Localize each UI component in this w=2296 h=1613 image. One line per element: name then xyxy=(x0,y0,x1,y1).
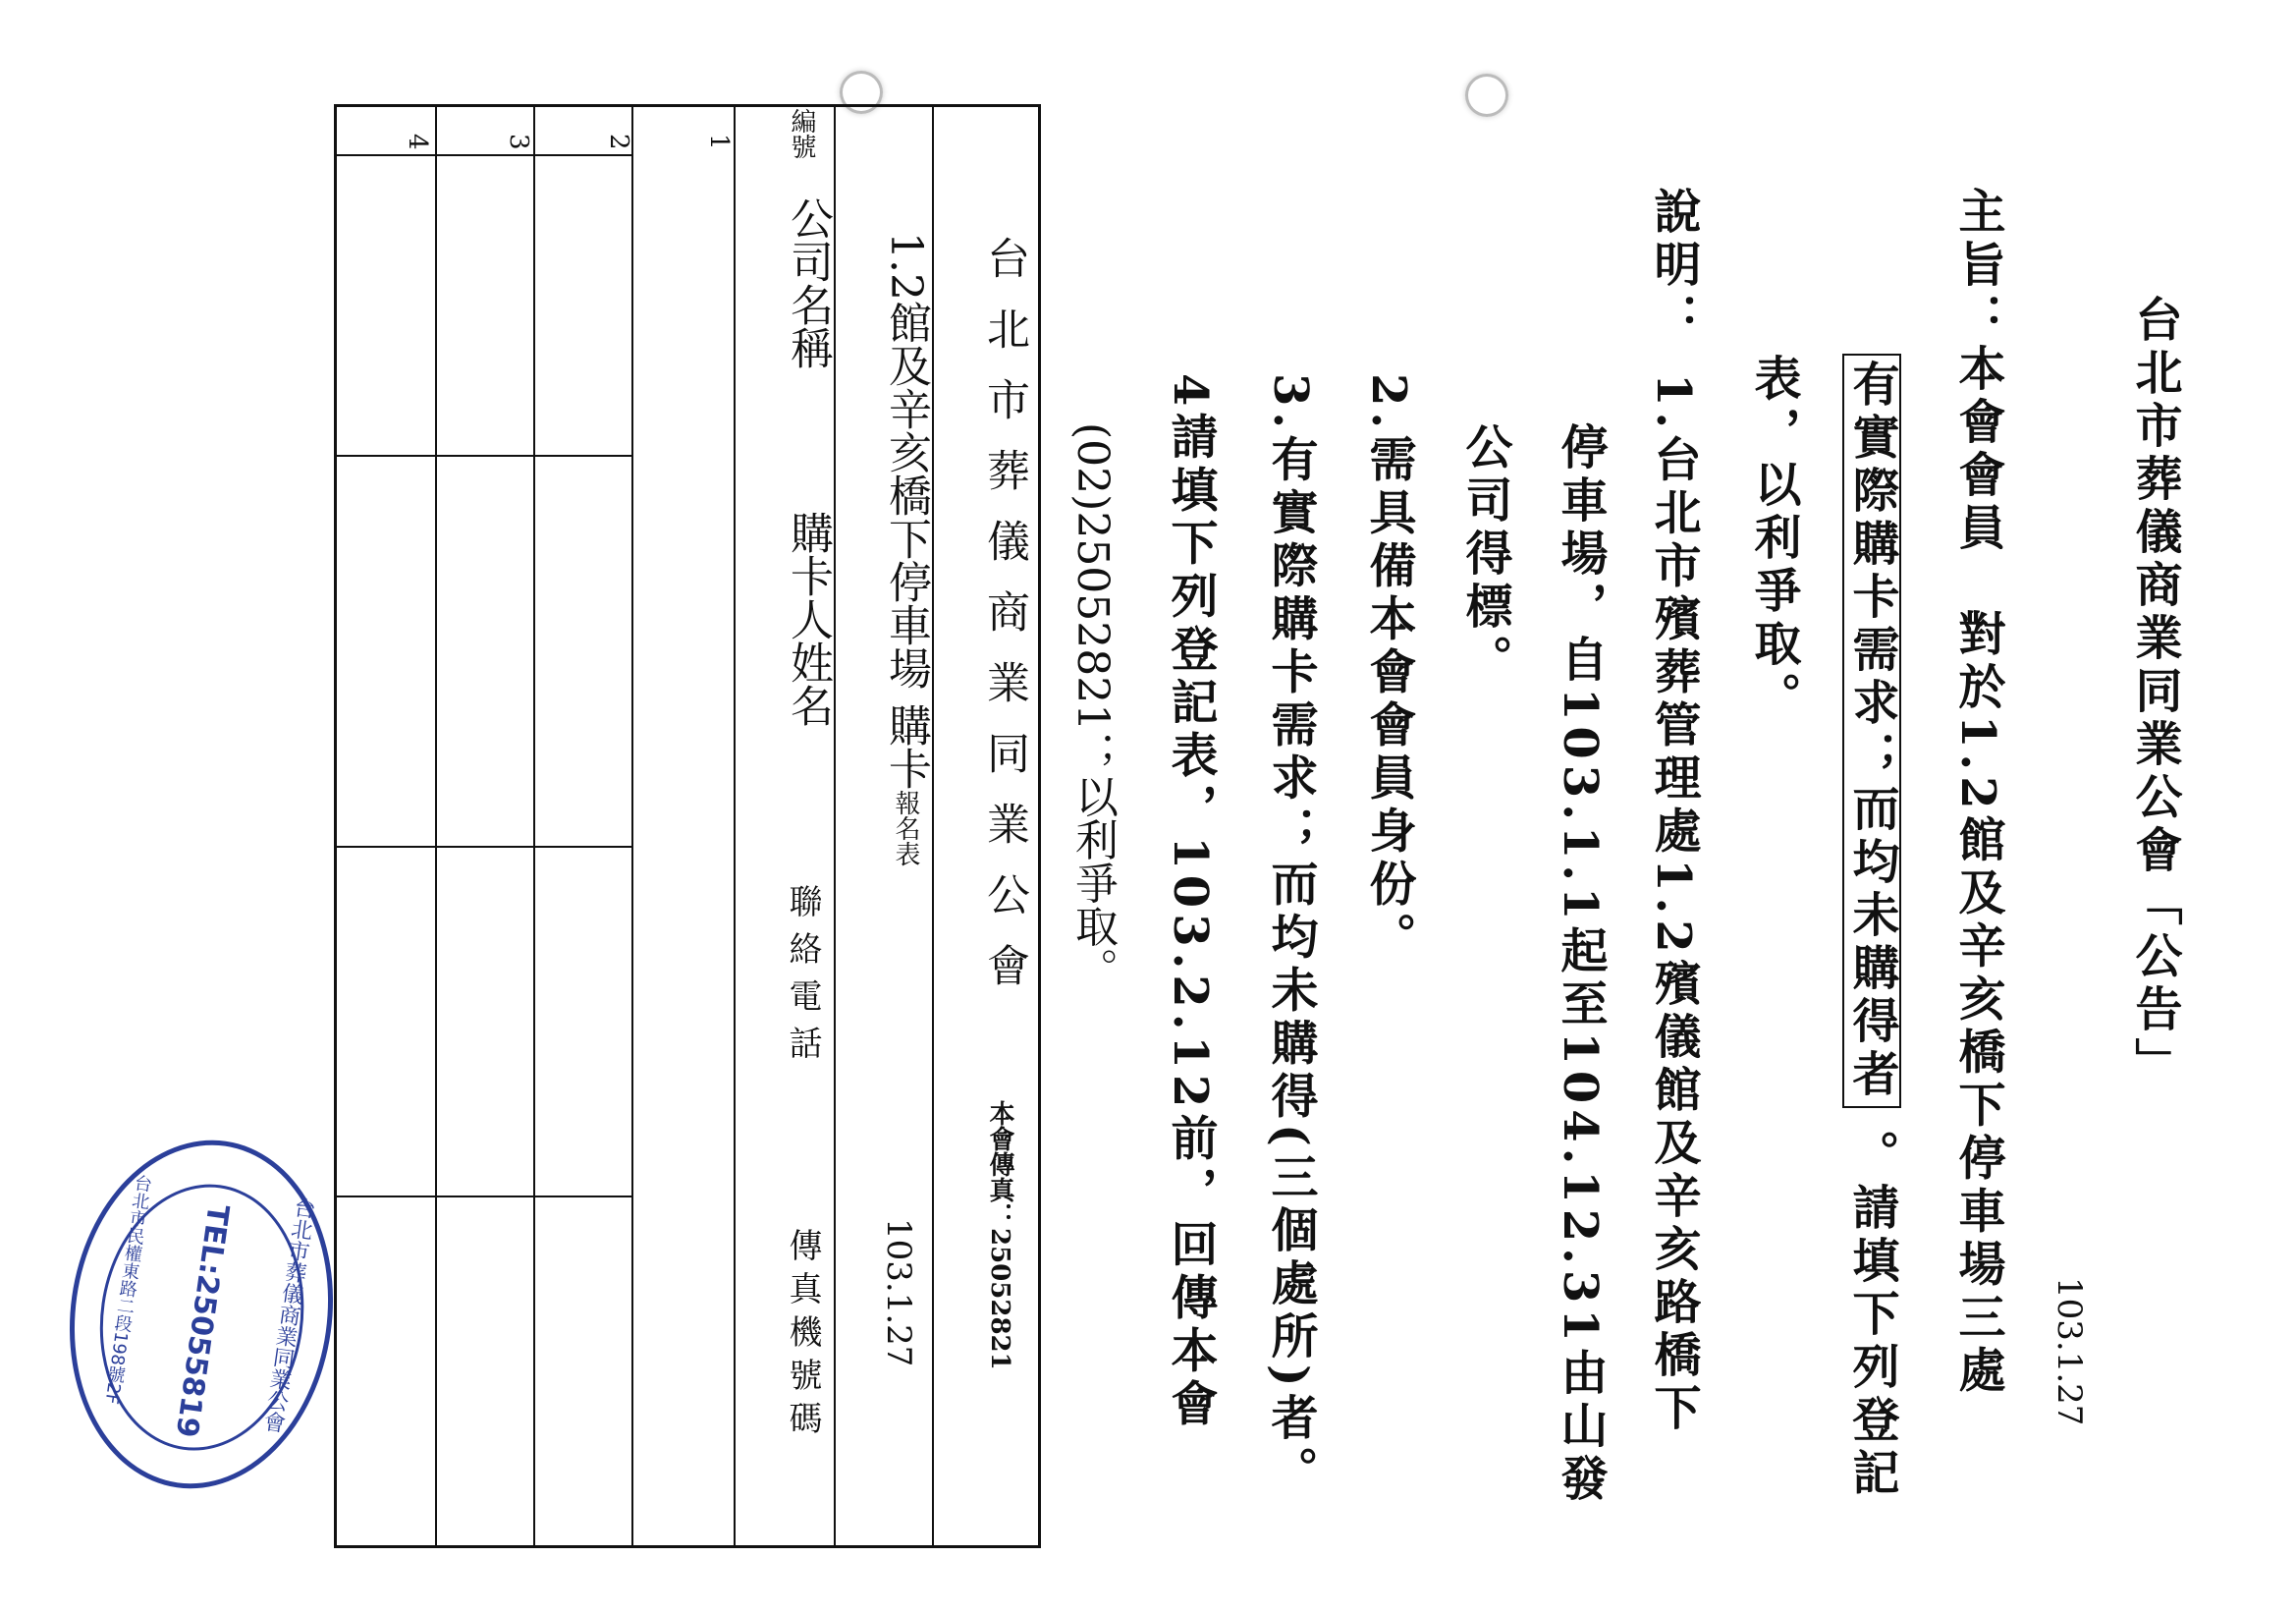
association-stamp xyxy=(48,1123,355,1506)
row-number-1: 1 xyxy=(704,134,734,150)
punch-hole-right xyxy=(1465,74,1508,117)
desc-item3: 3.有實際購卡需求；而均未購得(三個處所)者。 xyxy=(1263,373,1318,1499)
desc-item4-line1: 4請填下列登記表，103.2.12前，回傳本會 xyxy=(1163,373,1218,1432)
form-hsplit-1 xyxy=(337,154,633,156)
stamp-tel: TEL:25055819 xyxy=(168,1201,236,1440)
form-divider-title xyxy=(533,107,535,1545)
form-divider-header xyxy=(631,107,633,1545)
desc-label: 說明： xyxy=(1646,187,1701,346)
subject-boxed-text: 有實際購卡需求；而均未購得者 xyxy=(1842,354,1901,1108)
form-hsplit-3 xyxy=(337,846,633,848)
desc-item1-line2: 停車場，自103.1.1起至104.12.31由山發 xyxy=(1553,422,1608,1507)
subject-line1: 本會會員 對於1.2館及辛亥橋下停車場三處 xyxy=(1950,344,2005,1399)
desc-item2: 2.需具備本會會員身份。 xyxy=(1361,373,1416,966)
col-header-buyer: 購卡人姓名 xyxy=(783,511,833,727)
form-fax-note: 本會傳真：25052821 xyxy=(985,1100,1014,1370)
form-hsplit-2 xyxy=(337,455,633,457)
subject-line2-rest: 。請填下列登記 xyxy=(1844,1130,1899,1501)
col-header-fax: 傳真機號碼 xyxy=(783,1228,822,1444)
form-org-name: 台北市葬儀商業同業公會 xyxy=(979,236,1029,1014)
subject-line3: 表，以利爭取。 xyxy=(1746,354,1801,725)
row-number-2: 2 xyxy=(604,134,633,150)
desc-item4-line2: (02)25052821；以利爭取。 xyxy=(1067,422,1118,991)
subject-label: 主旨： xyxy=(1950,187,2005,346)
form-hsplit-4 xyxy=(337,1196,633,1197)
desc-item1-line3: 公司得標。 xyxy=(1457,422,1512,688)
col-header-phone: 聯絡電話 xyxy=(783,884,822,1073)
form-date: 103.1.27 xyxy=(879,1218,918,1367)
col-header-number: 編號 xyxy=(787,108,816,159)
form-title-main: 1.2館及辛亥橋下停車場 購卡 xyxy=(881,232,931,790)
col-header-company: 公司名稱 xyxy=(783,196,833,369)
stamp-top-text: 台北市葬儀商業同業公會 xyxy=(259,1195,317,1434)
notice-date: 103.1.27 xyxy=(2050,1277,2089,1426)
form-divider-row1 xyxy=(734,107,736,1545)
form-divider-fax xyxy=(435,107,437,1545)
row-number-4: 4 xyxy=(403,134,432,150)
form-title-small: 報名表 xyxy=(891,789,920,866)
notice-title: 台北市葬儀商業同業公會「公告」 xyxy=(2127,295,2182,1090)
form-title xyxy=(874,232,937,866)
row-number-3: 3 xyxy=(504,134,533,150)
stamp-address: 台北市民權東路二段198號2F xyxy=(100,1172,154,1406)
desc-item1-line1: 1.台北市殯葬管理處1.2殯儀館及辛亥路橋下 xyxy=(1646,373,1701,1436)
